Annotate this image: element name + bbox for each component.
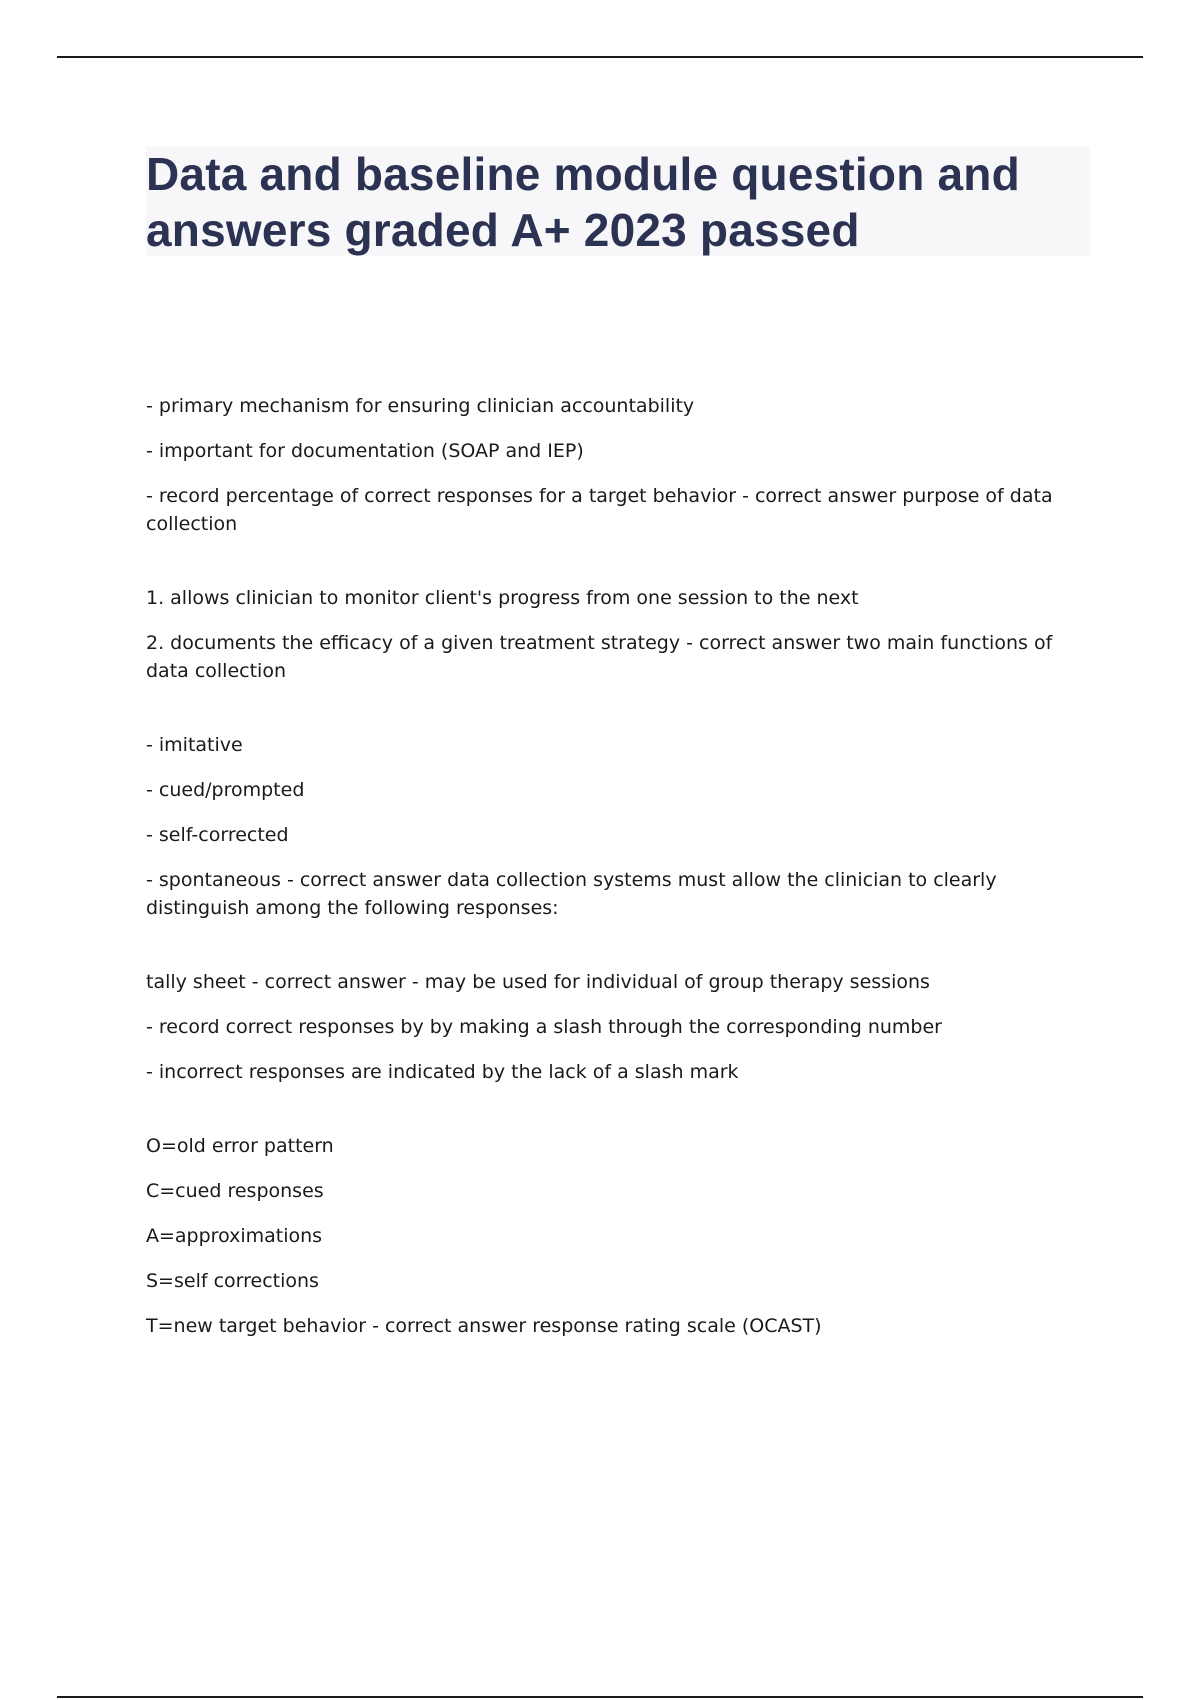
document-body [146,392,1066,1386]
text-line: 2. documents the efficacy of a given treatment strategy - correct answer two main functions of data collection [146,632,1053,682]
text-line: - incorrect responses are indicated by the lack of a slash mark [146,1061,739,1083]
text-line: T=new target behavior - correct answer response rating scale (OCAST) [146,1315,822,1337]
text-line: tally sheet - correct answer - may be used for individual of group therapy sessions [146,971,930,993]
text-line: - spontaneous - correct answer data collection systems must allow the clinician to clearly distinguish among the following responses: [146,869,997,919]
text-line: C=cued responses [146,1180,324,1202]
text-line: - cued/prompted [146,779,305,801]
text-line: - record correct responses by by making a slash through the corresponding number [146,1016,942,1038]
qa-block-responses [146,731,1066,922]
text-line: S=self corrections [146,1270,319,1292]
qa-block-tally-sheet [146,968,1066,1086]
text-line: 1. allows clinician to monitor client's progress from one session to the next [146,587,859,609]
document-title: Data and baseline module question and answers graded A+ 2023 passed [146,148,1020,256]
qa-block-functions [146,584,1066,685]
qa-block-purpose [146,392,1066,538]
text-line: - important for documentation (SOAP and IEP) [146,440,584,462]
text-line: - self-corrected [146,824,289,846]
header-rule [57,56,1143,58]
text-line: - imitative [146,734,243,756]
text-line: - primary mechanism for ensuring clinician accountability [146,395,695,417]
footer-rule [57,1696,1143,1698]
qa-block-ocast [146,1132,1066,1340]
text-line: - record percentage of correct responses for a target behavior - correct answer purpose of data collection [146,485,1053,535]
text-line: A=approximations [146,1225,323,1247]
text-line: O=old error pattern [146,1135,334,1157]
title-box [146,146,1090,256]
